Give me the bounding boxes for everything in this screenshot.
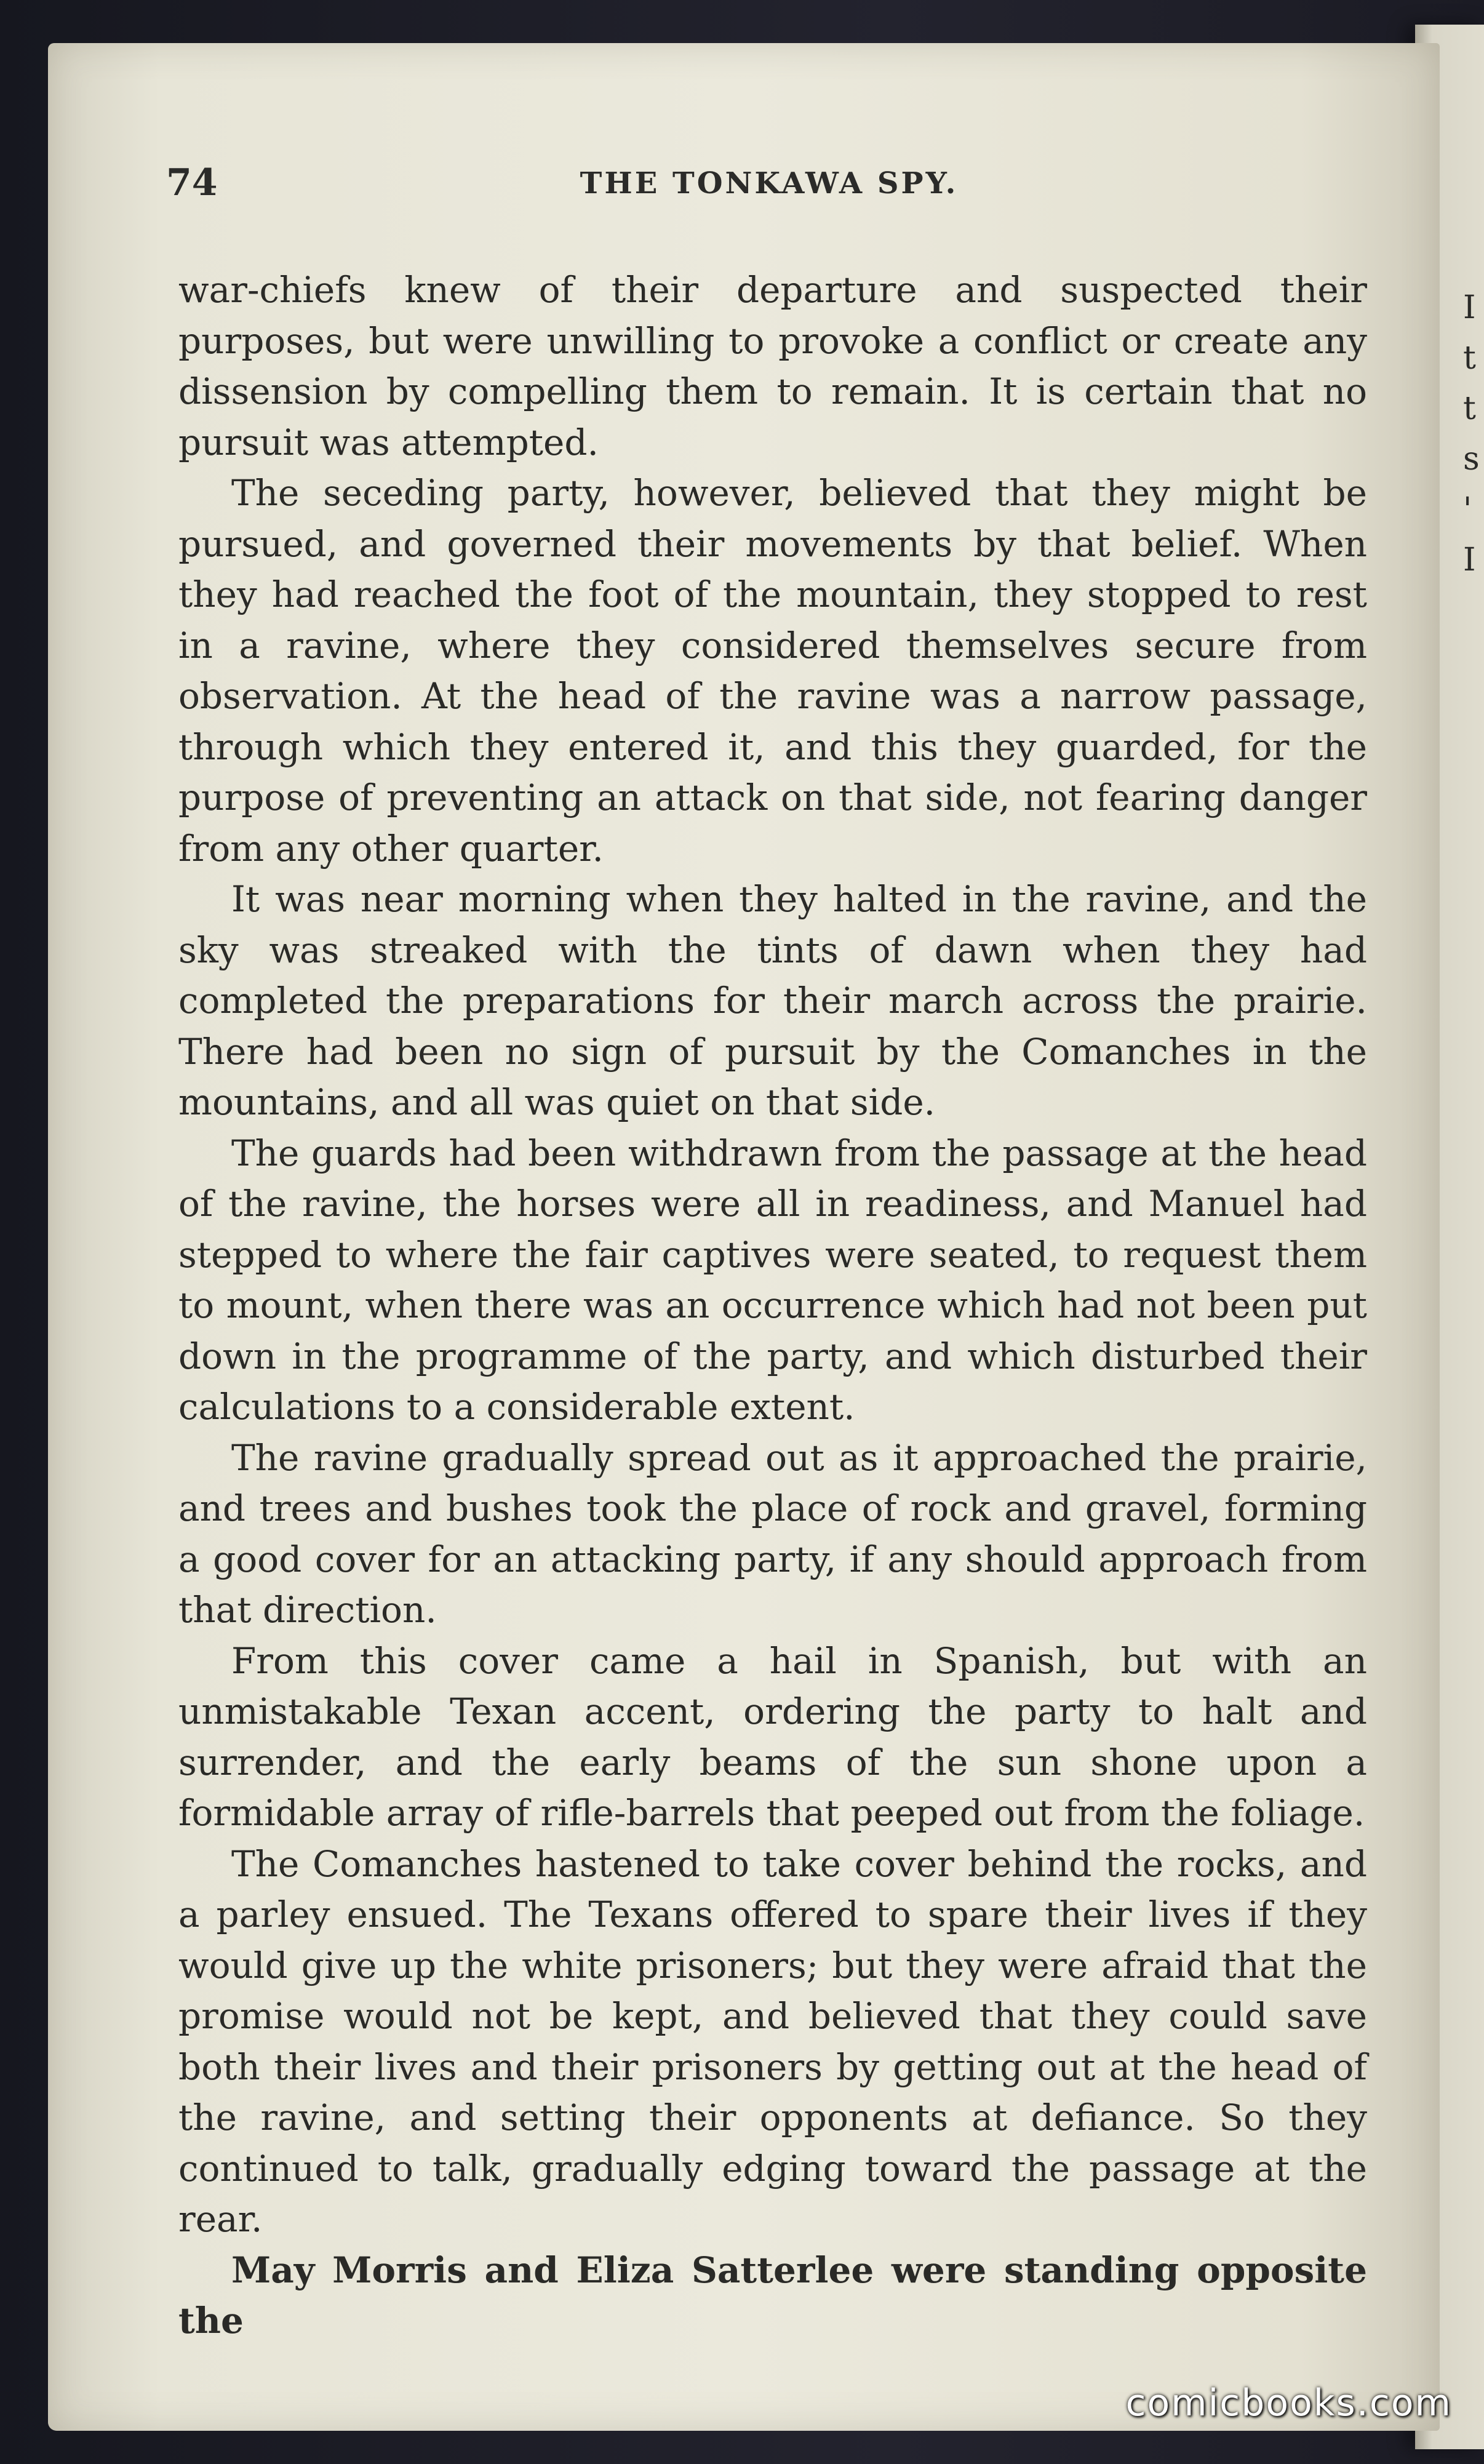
paragraph: The guards had been withdrawn from the passage at the head of the ravine, the horses were all in readiness, and Manuel had stepped to where the fair captives were seated, to request them to mount, when there was an occurrence which had not been put down in the programme of the party, and which disturbed their calculations to a considerable extent. (178, 1132, 1367, 1428)
paragraph: The ravine gradually spread out as it approached the prairie, and trees and bushes took the place of rock and gravel, forming a good cover for an attacking party, if any should approach from that direction. (178, 1436, 1367, 1631)
paragraph: The seceding party, however, believed that they might be pursued, and governed their movements by that belief. When they had reached the foot of the mountain, they stopped to rest in a ravine, where they considered themselves secure from observation. At the head of the ravine was a narrow passage, through which they entered it, and this they guarded, for the purpose of preventing an attack on that side, not fearing danger from any other quarter. (178, 472, 1367, 870)
running-head: THE TONKAWA SPY. (580, 166, 959, 201)
page-header (166, 161, 1372, 210)
watermark: comicbooks.com (1125, 2382, 1452, 2425)
body-text (178, 265, 1367, 2346)
paragraph: war-chiefs knew of their departure and suspected their purposes, but were unwilling to provoke a conflict or create any dissension by compelling them to remain. It is certain that no pursuit was attempted. (178, 269, 1367, 463)
paragraph: The Comanches hastened to take cover behind the rocks, and a parley ensued. The Texans offered to spare their lives if they would give up the white prisoners; but they were afraid that the promise would not be kept, and believed that they could save both their lives and their prisoners by getting out at the head of the ravine, and setting their opponents at defiance. So they continued to talk, gradually edging toward the passage at the rear. (178, 1842, 1367, 2240)
adjacent-page-fragment: t (1463, 390, 1476, 427)
adjacent-page-fragment: I (1463, 542, 1476, 578)
paragraph: It was near morning when they halted in the ravine, and the sky was streaked with the tints of dawn when they had completed the preparations for their march across the prairie. There had been no sign of pursuit by the Comanches in the mountains, and all was quiet on that side. (178, 878, 1367, 1123)
page-number: 74 (166, 161, 218, 204)
adjacent-page-fragment: s (1463, 441, 1480, 478)
adjacent-page-fragment: I (1463, 289, 1476, 326)
paragraph: From this cover came a hail in Spanish, but with an unmistakable Texan accent, ordering the party to halt and surrender, and the early beams of the sun shone upon a formidable array of rifle-barrels that peeped out from the foliage. (178, 1639, 1367, 1834)
paragraph: May Morris and Eliza Satterlee were standing opposite the (178, 2249, 1367, 2342)
adjacent-page-fragment: ' (1463, 491, 1472, 528)
adjacent-page-fragment: t (1463, 340, 1476, 377)
